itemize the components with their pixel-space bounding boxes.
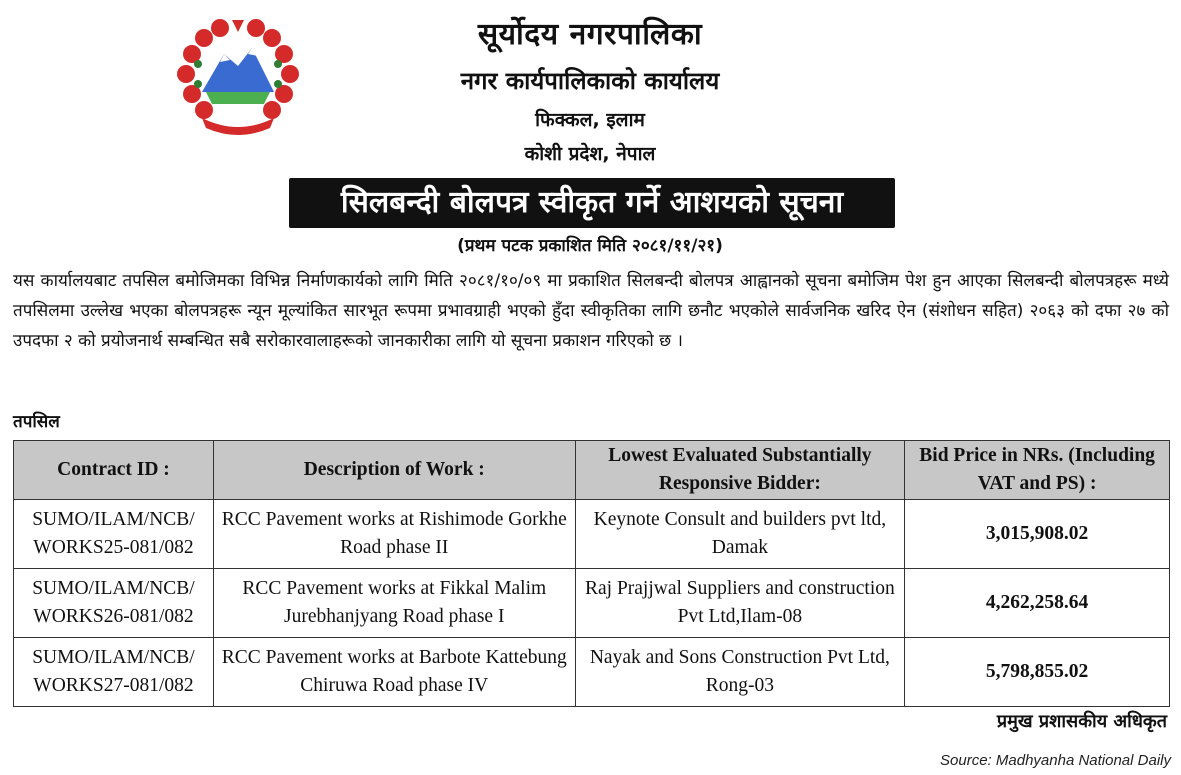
office-name: सूर्योदय नगरपालिका bbox=[477, 17, 703, 52]
notice-paragraph: यस कार्यालयबाट तपसिल बमोजिमका विभिन्न निर्माणकार्यको लागि मिति २०८१/१०/०९ मा प्रकाशित सिलबन्दी बोलपत्र आह्वानको सूचना बमोजिम पेश हुन आएका सिलबन्दी बोलपत्रहरू मध्ये तपसिलमा उल्लेख भएका बोलपत्रहरू न्यून मूल्यांकित सारभूत रूपमा प्रभावग्राही भएको हुँदा स्वीकृतिका लागि छनौट भएकोले सार्वजनिक खरिद ऐन (संशोधन सहित) २०६३ को दफा २७ को उपदफा २ को प्रयोजनार्थ सम्बन्धित सबै सरोकारवालाहरूको जानकारीका लागि यो सूचना प्रकाशन गरिएको छ । bbox=[13, 271, 1169, 351]
bidder-cell: Raj Prajjwal Suppliers and construction Pvt Ltd,Ilam-08 bbox=[575, 569, 905, 638]
office-location: फिक्कल, इलाम bbox=[535, 109, 645, 131]
contract-id-cell: SUMO/ILAM/NCB/ WORKS25-081/082 bbox=[14, 500, 214, 569]
header-description: Description of Work : bbox=[213, 441, 575, 500]
first-published-date: (प्रथम पटक प्रकाशित मिति २०८१/११/२१) bbox=[457, 236, 723, 256]
sub-office-name: नगर कार्यपालिकाको कार्यालय bbox=[460, 67, 720, 95]
signatory-title: प्रमुख प्रशासकीय अधिकृत bbox=[996, 711, 1167, 732]
office-province: कोशी प्रदेश, नेपाल bbox=[524, 143, 656, 165]
header-bidder: Lowest Evaluated Substantially Responsive Bidder: bbox=[575, 441, 905, 500]
details-label: तपसिल bbox=[13, 412, 60, 432]
bidder-cell: Nayak and Sons Construction Pvt Ltd, Rong-03 bbox=[575, 638, 905, 707]
table-row bbox=[14, 569, 1170, 638]
contracts-table bbox=[13, 440, 1170, 707]
table-row bbox=[14, 500, 1170, 569]
description-cell: RCC Pavement works at Rishimode Gorkhe Road phase II bbox=[213, 500, 575, 569]
header-contract-id: Contract ID : bbox=[14, 441, 214, 500]
bidder-cell: Keynote Consult and builders pvt ltd, Damak bbox=[575, 500, 905, 569]
table-header-row bbox=[14, 441, 1170, 500]
notice-title: सिलबन्दी बोलपत्र स्वीकृत गर्ने आशयको सूचना bbox=[289, 178, 895, 228]
description-cell: RCC Pavement works at Barbote Kattebung Chiruwa Road phase IV bbox=[213, 638, 575, 707]
price-cell: 4,262,258.64 bbox=[905, 569, 1170, 638]
contract-id-cell: SUMO/ILAM/NCB/ WORKS27-081/082 bbox=[14, 638, 214, 707]
price-cell: 5,798,855.02 bbox=[905, 638, 1170, 707]
source-credit: Source: Madhyanha National Daily bbox=[940, 752, 1171, 769]
description-cell: RCC Pavement works at Fikkal Malim Jurebhanjyang Road phase I bbox=[213, 569, 575, 638]
table-row bbox=[14, 638, 1170, 707]
government-emblem-icon bbox=[168, 14, 308, 138]
header-bid-price: Bid Price in NRs. (Including VAT and PS) : bbox=[905, 441, 1170, 500]
contract-id-cell: SUMO/ILAM/NCB/ WORKS26-081/082 bbox=[14, 569, 214, 638]
price-cell: 3,015,908.02 bbox=[905, 500, 1170, 569]
